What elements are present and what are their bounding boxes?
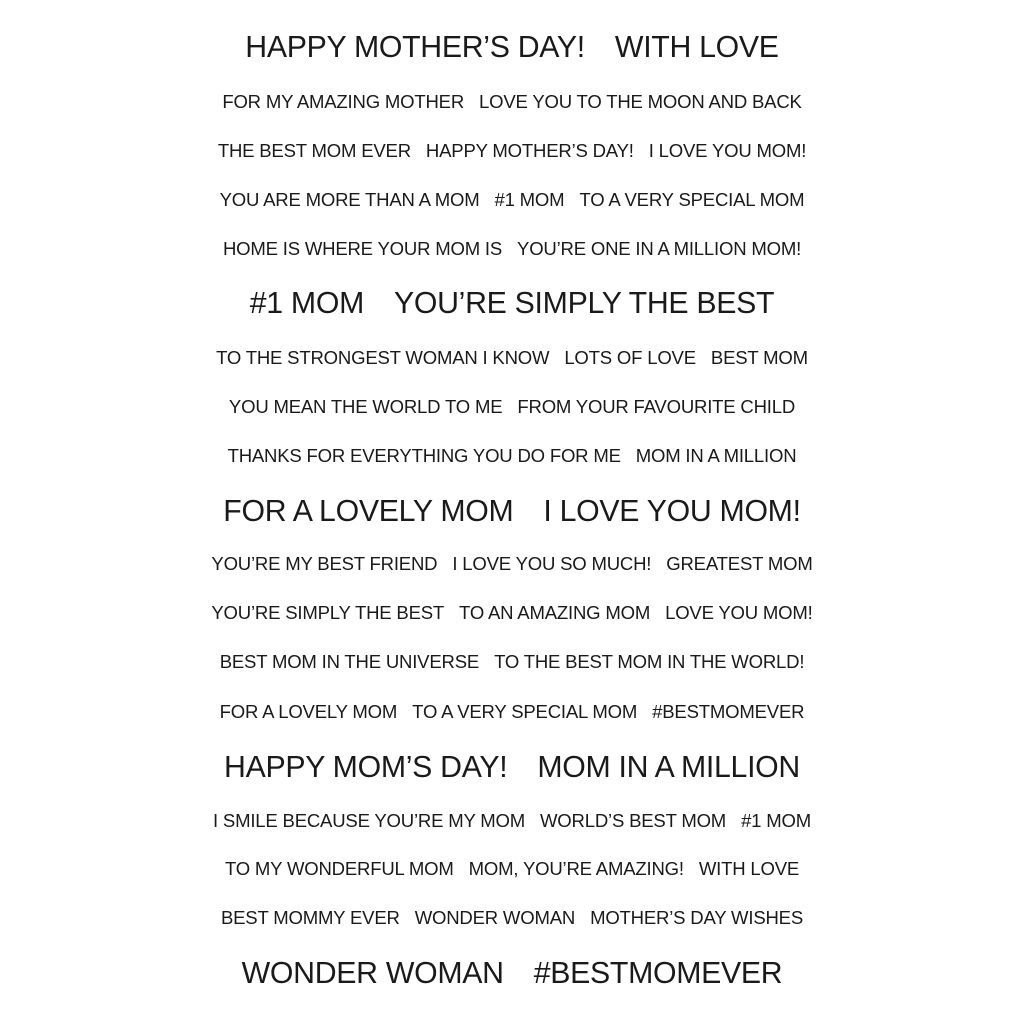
sentiment-phrase: LOVE YOU MOM! — [665, 601, 813, 623]
sentiment-phrase: TO MY WONDERFUL MOM — [224, 857, 454, 879]
sentiment-phrase: WITH LOVE — [614, 31, 779, 65]
sentiment-phrase: HAPPY MOM’S DAY! — [224, 751, 508, 785]
sentiment-row — [0, 189, 1024, 211]
sentiment-row — [0, 602, 1024, 624]
sentiment-phrase: FOR MY AMAZING MOTHER — [222, 90, 465, 112]
sentiment-phrase: FOR A LOVELY MOM — [219, 700, 398, 722]
sentiment-row-large — [0, 750, 1024, 786]
sentiment-phrase: #1 MOM — [249, 287, 364, 321]
sentiment-phrase: I LOVE YOU SO MUCH! — [452, 552, 652, 574]
sentiment-phrase: TO THE BEST MOM IN THE WORLD! — [494, 650, 805, 672]
sentiment-phrase: I LOVE YOU MOM! — [648, 139, 807, 161]
sentiment-row — [0, 238, 1024, 260]
sentiment-row — [0, 140, 1024, 162]
sentiment-phrase: I SMILE BECAUSE YOU’RE MY MOM — [213, 809, 525, 831]
sentiment-phrase: THE BEST MOM EVER — [217, 139, 411, 161]
sentiment-phrase: #1 MOM — [494, 188, 565, 210]
sentiment-row-large — [0, 286, 1024, 322]
sentiment-phrase: BEST MOM IN THE UNIVERSE — [219, 650, 480, 672]
sentiment-phrase: LOVE YOU TO THE MOON AND BACK — [479, 90, 802, 112]
sentiment-phrase: LOTS OF LOVE — [564, 346, 696, 368]
sentiment-phrase: HAPPY MOTHER’S DAY! — [425, 139, 634, 161]
sentiment-phrase: GREATEST MOM — [666, 552, 813, 574]
sentiment-phrase: MOTHER’S DAY WISHES — [590, 906, 804, 928]
sentiment-row — [0, 810, 1024, 832]
sentiment-row-large — [0, 494, 1024, 530]
sentiment-phrase: WONDER WOMAN — [241, 957, 504, 991]
sentiment-phrase: MOM IN A MILLION — [635, 444, 797, 466]
sentiment-phrase: YOU’RE MY BEST FRIEND — [211, 552, 438, 574]
sentiment-row — [0, 907, 1024, 929]
sentiment-phrase: YOU’RE SIMPLY THE BEST — [211, 601, 445, 623]
sentiment-row — [0, 445, 1024, 467]
sentiment-phrase: WORLD’S BEST MOM — [539, 809, 727, 831]
sentiment-row — [0, 347, 1024, 369]
sentiment-phrase: HAPPY MOTHER’S DAY! — [245, 31, 585, 65]
sentiment-phrase: MOM, YOU’RE AMAZING! — [468, 857, 684, 879]
sentiment-phrase: YOU’RE ONE IN A MILLION MOM! — [517, 237, 802, 259]
sentiment-phrase: YOU MEAN THE WORLD TO ME — [228, 395, 503, 417]
sentiment-phrase: WITH LOVE — [698, 857, 800, 879]
sentiment-row — [0, 91, 1024, 113]
sentiment-phrase: TO A VERY SPECIAL MOM — [412, 700, 638, 722]
sentiment-phrase: TO THE STRONGEST WOMAN I KNOW — [216, 346, 550, 368]
sentiment-phrase: BEST MOMMY EVER — [220, 906, 400, 928]
sentiment-row — [0, 858, 1024, 880]
sentiment-phrase: I LOVE YOU MOM! — [543, 495, 801, 529]
sentiment-phrase: #1 MOM — [741, 809, 811, 831]
sentiment-phrase: MOM IN A MILLION — [537, 751, 800, 785]
sentiment-row-large — [0, 30, 1024, 66]
sentiment-phrase: FROM YOUR FAVOURITE CHILD — [517, 395, 796, 417]
sentiment-row — [0, 701, 1024, 723]
sentiment-phrase: YOU’RE SIMPLY THE BEST — [394, 287, 775, 321]
sentiment-phrase: #BESTMOMEVER — [652, 700, 805, 722]
sentiment-phrase: WONDER WOMAN — [414, 906, 576, 928]
sentiment-row-large — [0, 956, 1024, 992]
sentiment-row — [0, 651, 1024, 673]
sentiment-phrase: #BESTMOMEVER — [533, 957, 783, 991]
sentiment-phrase: HOME IS WHERE YOUR MOM IS — [222, 237, 503, 259]
sentiment-phrase: YOU ARE MORE THAN A MOM — [219, 188, 480, 210]
sentiment-phrase: TO AN AMAZING MOM — [459, 601, 651, 623]
sentiment-phrase: FOR A LOVELY MOM — [223, 495, 514, 529]
sentiment-phrase: THANKS FOR EVERYTHING YOU DO FOR ME — [227, 444, 621, 466]
sentiment-phrase: TO A VERY SPECIAL MOM — [579, 188, 805, 210]
sentiment-row — [0, 553, 1024, 575]
sentiment-row — [0, 396, 1024, 418]
sentiment-phrase: BEST MOM — [710, 346, 808, 368]
